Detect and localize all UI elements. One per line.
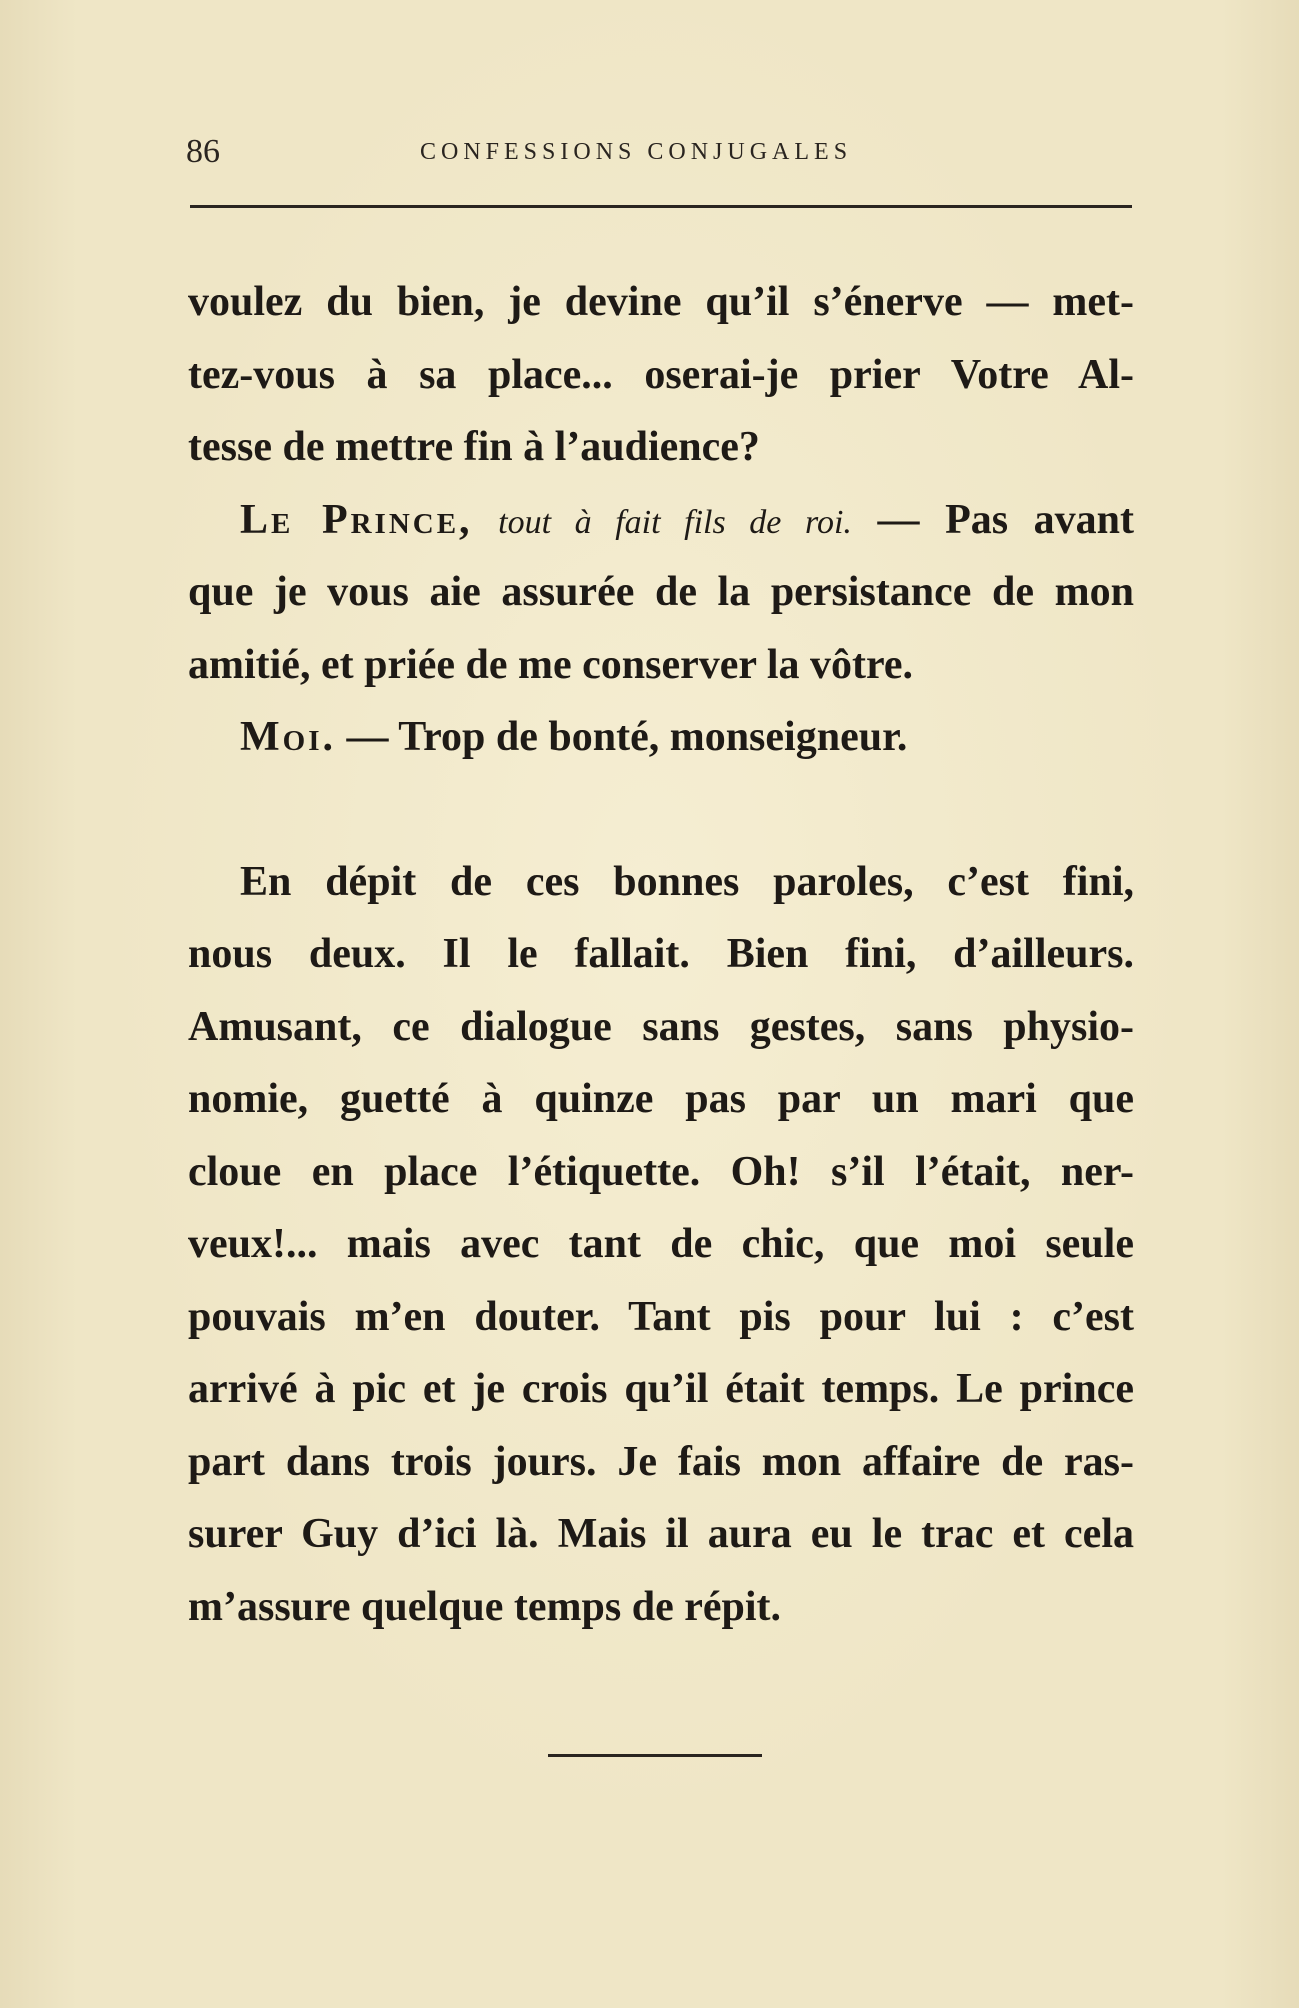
end-rule (548, 1754, 762, 1757)
paragraph-line: En dépit de ces bonnes paroles, c’est fini, (240, 858, 1134, 905)
paragraph-line: nous deux. Il le fallait. Bien fini, d’ailleurs. (188, 931, 1134, 977)
paragraph-line: nomie, guetté à quinze pas par un mari que (188, 1076, 1134, 1122)
page-number: 86 (186, 133, 220, 170)
paragraph-line: veux!... mais avec tant de chic, que moi seule (188, 1221, 1134, 1267)
header-rule (190, 205, 1132, 208)
paragraph-line: pouvais m’en douter. Tant pis pour lui : c’est (188, 1293, 1134, 1340)
paragraph-line: cloue en place l’étiquette. Oh! s’il l’était, ner- (188, 1148, 1134, 1195)
page-header (186, 130, 1136, 174)
paragraph-line: m’assure quelque temps de répit. (188, 1583, 782, 1630)
text-line: voulez du bien, je devine qu’il s’énerve — met- (188, 279, 1134, 325)
dialogue-prince (188, 484, 1134, 557)
paragraph-line: arrivé à pic et je crois qu’il était temps. Le prince (188, 1366, 1134, 1412)
running-title: CONFESSIONS CONJUGALES (420, 139, 853, 165)
speaker-prince: Le Prince, (240, 496, 473, 543)
paragraph-line: surer Guy d’ici là. Mais il aura eu le trac et cela (188, 1511, 1134, 1557)
paragraph-line: part dans trois jours. Je fais mon affaire de ras- (188, 1438, 1134, 1485)
paragraph-gap (188, 774, 1134, 846)
page-body (188, 266, 1134, 1643)
text-line: tez-vous à sa place... oserai-je prier Votre Al- (188, 351, 1134, 398)
paragraph-line: Amusant, ce dialogue sans gestes, sans physio- (188, 1003, 1134, 1050)
text-line: tesse de mettre fin à l’audience? (188, 424, 760, 470)
dialogue-text: — Pas avant (877, 496, 1135, 543)
dialogue-text: — Trop de bonté, monseigneur. (346, 714, 908, 760)
text-line: que je vous aie assurée de la persistance de mon (188, 569, 1134, 615)
stage-direction: tout à fait fils de roi. (498, 503, 852, 541)
speaker-moi: Moi. (240, 714, 336, 760)
text-line: amitié, et priée de me conserver la vôtre. (188, 641, 913, 688)
dialogue-moi (188, 701, 1134, 774)
